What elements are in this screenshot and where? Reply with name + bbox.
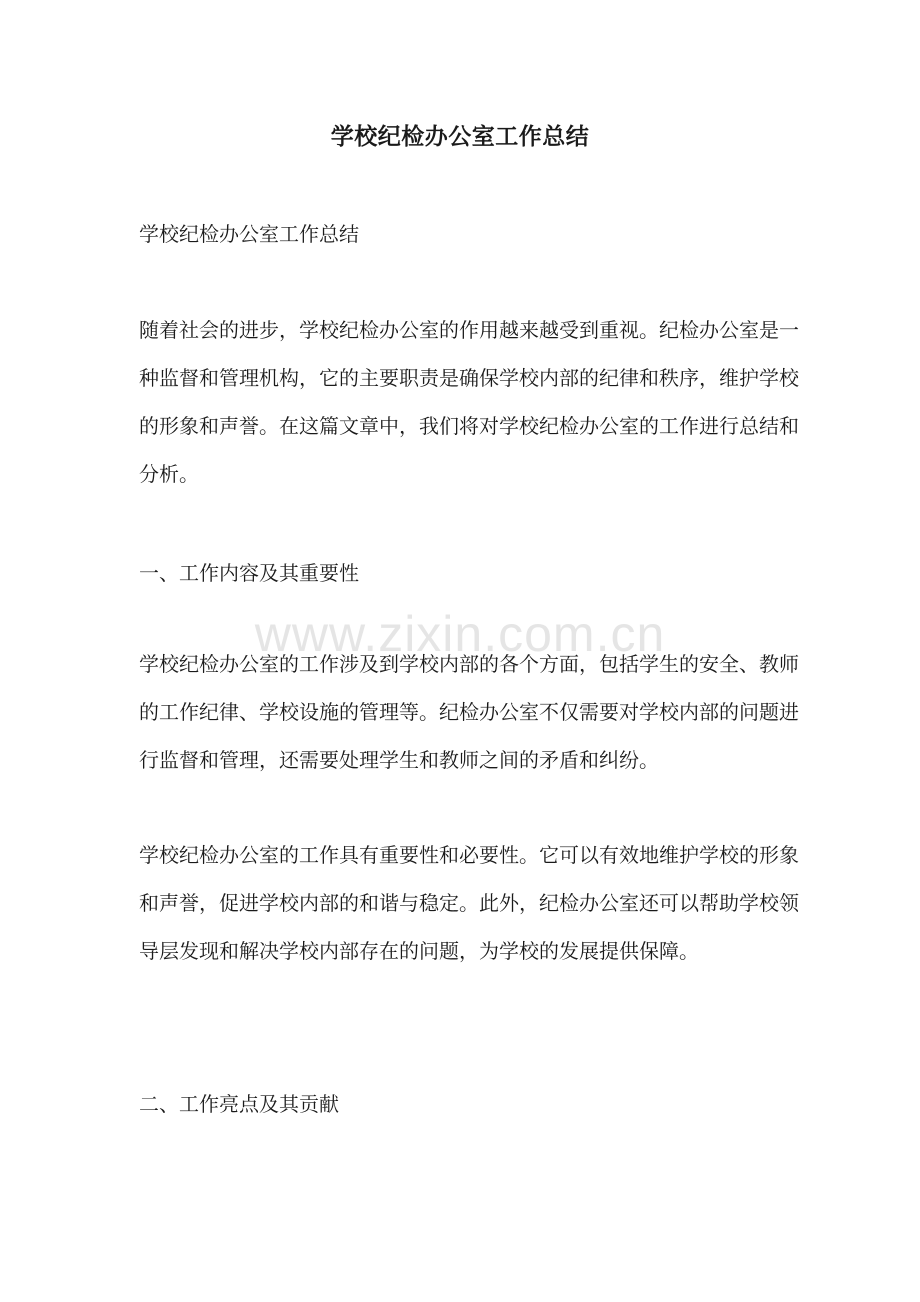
watermark: www.zixin.com.cn bbox=[254, 606, 666, 662]
paragraph-importance: 学校纪检办公室的工作具有重要性和必要性。它可以有效地维护学校的形象和声誉，促进学校内部的和谐与稳定。此外，纪检办公室还可以帮助学校领导层发现和解决学校内部存在的问题，为学校的发展提供保障。 bbox=[139, 843, 799, 963]
section-heading-1: 一、工作内容及其重要性 bbox=[139, 561, 359, 585]
paragraph-work-content: 学校纪检办公室的工作涉及到学校内部的各个方面，包括学生的安全、教师的工作纪律、学校设施的管理等。纪检办公室不仅需要对学校内部的问题进行监督和管理，还需要处理学生和教师之间的矛盾和纠纷。 bbox=[139, 652, 799, 772]
document-title: 学校纪检办公室工作总结 bbox=[330, 123, 590, 150]
section-heading-2: 二、工作亮点及其贡献 bbox=[139, 1092, 339, 1116]
document-subtitle: 学校纪检办公室工作总结 bbox=[139, 222, 359, 246]
paragraph-intro: 随着社会的进步，学校纪检办公室的作用越来越受到重视。纪检办公室是一种监督和管理机构，它的主要职责是确保学校内部的纪律和秩序，维护学校的形象和声誉。在这篇文章中，我们将对学校纪检办公室的工作进行总结和分析。 bbox=[139, 318, 799, 486]
